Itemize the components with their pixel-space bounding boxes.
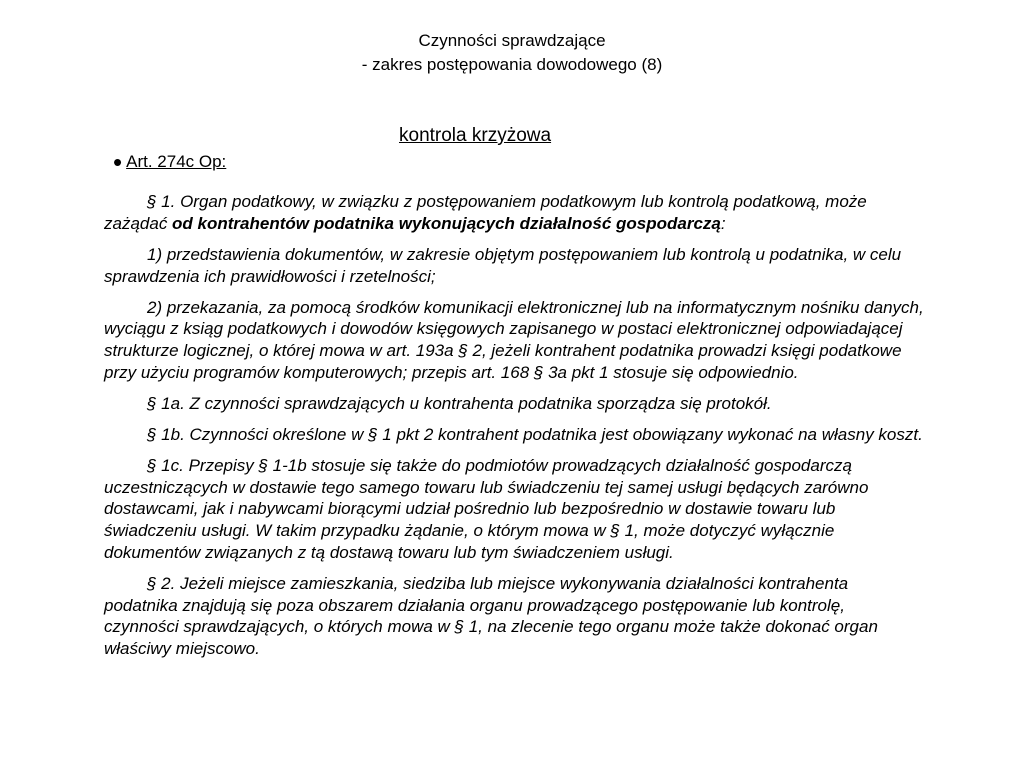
slide-title-line-1: Czynności sprawdzające [418, 31, 606, 50]
paragraph-point-1: 1) przedstawienia dokumentów, w zakresie objętym postępowaniem lub kontrolą u podatnika, w celu sprawdzenia ich prawidłowości i rzetelności; [104, 244, 902, 286]
paragraph-1c: § 1c. Przepisy § 1-1b stosuje się także do podmiotów prowadzących działalność gospodarczą uczestniczących w dostawie tego samego towaru lub świadczeniu tej samej usługi będących zarówno dostawcami, jak i nabywcami biorącymi udział pośrednio lub bezpośrednio w dostawie towaru lub świadczeniu usługi. W takim przypadku żądanie, o którym mowa w § 1, może dotyczyć wyłącznie dokumentów związanych z tą dostawą towaru lub tym świadczeniem usługi. [104, 455, 869, 562]
paragraph-point-2: 2) przekazania, za pomocą środków komunikacji elektronicznej lub na informatycznym nośniku danych, wyciągu z ksiąg podatkowych i dowodów księgowych zapisanego w postaci elektronicznej odpowiadającej strukturze logicznej, o której mowa w art. 193a § 2, jeżeli kontrahent podatnika prowadzi księgi podatkowe przy użyciu programów komputerowych; przepis art. 168 § 3a pkt 1 stosuje się odpowiednio. [104, 297, 924, 382]
paragraph-1a: § 1a. Z czynności sprawdzających u kontrahenta podatnika sporządza się protokół. [147, 393, 772, 413]
paragraph-1 [104, 191, 924, 234]
paragraph-1-ending: : [720, 213, 726, 233]
article-body [104, 191, 924, 669]
section-subtitle: kontrola krzyżowa [399, 125, 552, 146]
paragraph-2: § 2. Jeżeli miejsce zamieszkania, siedziba lub miejsce wykonywania działalności kontrahenta podatnika znajdują się poza obszarem działania organu prowadzącego postępowanie lub kontrolę, czynności sprawdzających, o których mowa w § 1, na zlecenie tego organu może także dokonać organ właściwy miejscowo. [104, 573, 878, 658]
paragraph-1-bold-text: od kontrahentów podatnika wykonujących działalność gospodarczą [172, 213, 721, 233]
paragraph-1-text: § 1. Organ podatkowy, w związku z postępowaniem podatkowym lub kontrolą podatkową, może zażądać [104, 192, 867, 233]
bullet-icon: • [113, 147, 123, 177]
article-reference: Art. 274c Op: [126, 152, 227, 171]
slide-title [0, 29, 1024, 77]
paragraph-1b: § 1b. Czynności określone w § 1 pkt 2 kontrahent podatnika jest obowiązany wykonać na własny koszt. [147, 424, 923, 444]
bullet-item [113, 147, 227, 177]
slide-title-line-2: - zakres postępowania dowodowego (8) [361, 55, 663, 74]
